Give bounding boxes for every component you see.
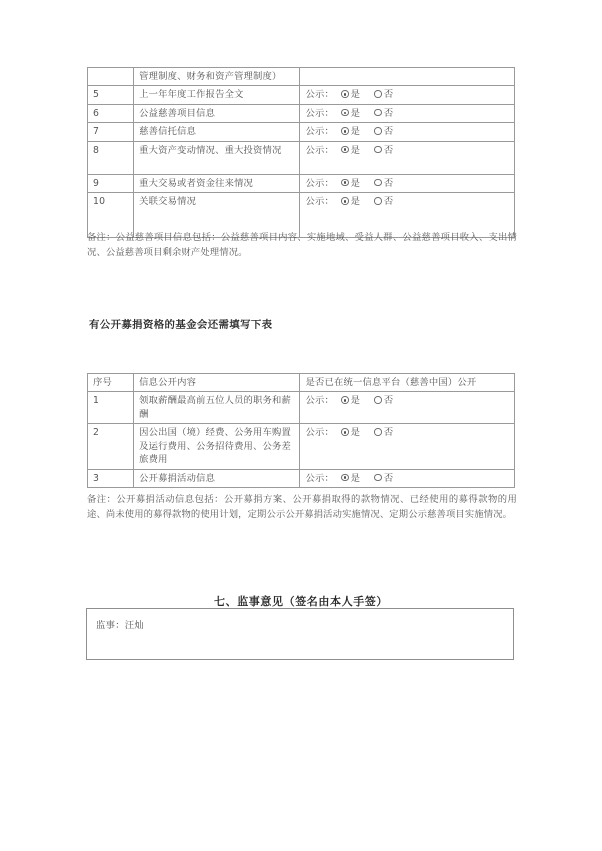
information-disclosure-table-continued <box>87 67 515 238</box>
row-publish-status <box>300 424 515 469</box>
table-one-note: 备注：公益慈善项目信息包括：公益慈善项目内容、实施地域、受益人群、公益慈善项目收入、支出情况、公益慈善项目剩余财产处理情况。 <box>87 232 517 259</box>
radio-no-label: 否 <box>383 126 394 138</box>
row-number: 8 <box>88 141 134 174</box>
radio-yes-label: 是 <box>350 196 361 208</box>
row-description: 公开募捐活动信息 <box>134 469 300 487</box>
table-header-row <box>88 374 515 392</box>
row-description: 领取薪酬最高前五位人员的职务和薪酬 <box>134 392 300 424</box>
row-publish-status <box>300 469 515 487</box>
radio-yes-selected-icon[interactable] <box>341 109 349 117</box>
radio-yes-label: 是 <box>350 177 361 189</box>
table-row <box>88 141 515 174</box>
radio-no-label: 否 <box>383 427 394 439</box>
radio-yes-selected-icon[interactable] <box>341 90 349 98</box>
row-description: 重大资产变动情况、重大投资情况 <box>134 141 300 174</box>
radio-yes-selected-icon[interactable] <box>341 179 349 187</box>
publish-label: 公示： <box>305 472 334 484</box>
radio-no-icon[interactable] <box>374 474 382 482</box>
header-publish: 是否已在统一信息平台（慈善中国）公开 <box>300 374 515 392</box>
header-number: 序号 <box>88 374 134 392</box>
row-description: 慈善信托信息 <box>134 123 300 141</box>
row-publish-status <box>300 141 515 174</box>
publish-label: 公示： <box>305 177 334 189</box>
row-publish-status <box>300 104 515 122</box>
row-publish-status <box>300 86 515 104</box>
public-fundraising-subheading: 有公开募捐资格的基金会还需填写下表 <box>89 319 273 331</box>
radio-no-icon[interactable] <box>374 127 382 135</box>
row-number: 10 <box>88 193 134 238</box>
row-publish-status <box>300 174 515 192</box>
radio-yes-label: 是 <box>350 144 361 156</box>
table-row <box>88 123 515 141</box>
supervisor-signature-line <box>96 617 144 631</box>
table-row <box>88 469 515 487</box>
publish-label: 公示： <box>305 89 334 101</box>
radio-no-label: 否 <box>383 89 394 101</box>
supervisor-opinion-box <box>86 608 514 660</box>
row-number: 7 <box>88 123 134 141</box>
row-description: 关联交易情况 <box>134 193 300 238</box>
row-number: 6 <box>88 104 134 122</box>
row-number: 9 <box>88 174 134 192</box>
table-row <box>88 392 515 424</box>
radio-no-icon[interactable] <box>374 90 382 98</box>
row-publish-status <box>300 392 515 424</box>
row-number: 5 <box>88 86 134 104</box>
radio-yes-selected-icon[interactable] <box>341 146 349 154</box>
supervisor-name: 汪灿 <box>124 620 144 631</box>
radio-no-label: 否 <box>383 107 394 119</box>
radio-yes-label: 是 <box>350 89 361 101</box>
row-number <box>88 68 134 86</box>
header-description: 信息公开内容 <box>134 374 300 392</box>
radio-no-label: 否 <box>383 177 394 189</box>
radio-no-icon[interactable] <box>374 179 382 187</box>
row-number: 2 <box>88 424 134 469</box>
radio-yes-selected-icon[interactable] <box>341 127 349 135</box>
row-description: 管理制度、财务和资产管理制度） <box>134 68 300 86</box>
radio-yes-selected-icon[interactable] <box>341 428 349 436</box>
radio-no-icon[interactable] <box>374 197 382 205</box>
radio-no-icon[interactable] <box>374 146 382 154</box>
publish-label: 公示： <box>305 395 334 407</box>
row-description: 重大交易或者资金往来情况 <box>134 174 300 192</box>
radio-yes-label: 是 <box>350 472 361 484</box>
radio-no-label: 否 <box>383 196 394 208</box>
table-two-note: 备注：公开募捐活动信息包括：公开募捐方案、公开募捐取得的款物情况、已经使用的募得款物的用途、尚未使用的募得款物的使用计划，定期公示公开募捐活动实施情况、定期公示慈善项目实施情况。 <box>87 494 517 521</box>
radio-yes-selected-icon[interactable] <box>341 474 349 482</box>
publish-label: 公示： <box>305 196 334 208</box>
radio-yes-label: 是 <box>350 395 361 407</box>
radio-no-icon[interactable] <box>374 109 382 117</box>
table-row <box>88 104 515 122</box>
row-description: 公益慈善项目信息 <box>134 104 300 122</box>
radio-yes-label: 是 <box>350 427 361 439</box>
publish-label: 公示： <box>305 144 334 156</box>
radio-no-icon[interactable] <box>374 396 382 404</box>
radio-yes-label: 是 <box>350 107 361 119</box>
public-fundraising-disclosure-table <box>87 373 515 488</box>
supervisor-label: 监事： <box>96 620 125 631</box>
table-row <box>88 86 515 104</box>
row-number: 1 <box>88 392 134 424</box>
table-row <box>88 174 515 192</box>
row-number: 3 <box>88 469 134 487</box>
publish-label: 公示： <box>305 107 334 119</box>
supervisor-opinion-heading: 七、监事意见（签名由本人手签） <box>214 595 388 608</box>
radio-no-label: 否 <box>383 472 394 484</box>
radio-no-label: 否 <box>383 144 394 156</box>
publish-label: 公示： <box>305 427 334 439</box>
row-description: 因公出国（境）经费、公务用车购置及运行费用、公务招待费用、公务差旅费用 <box>134 424 300 469</box>
radio-no-label: 否 <box>383 395 394 407</box>
row-publish-status <box>300 68 515 86</box>
radio-no-icon[interactable] <box>374 428 382 436</box>
row-description: 上一年年度工作报告全文 <box>134 86 300 104</box>
publish-label: 公示： <box>305 126 334 138</box>
radio-yes-selected-icon[interactable] <box>341 197 349 205</box>
table-row <box>88 68 515 86</box>
table-row <box>88 424 515 469</box>
radio-yes-label: 是 <box>350 126 361 138</box>
radio-yes-selected-icon[interactable] <box>341 396 349 404</box>
row-publish-status <box>300 123 515 141</box>
